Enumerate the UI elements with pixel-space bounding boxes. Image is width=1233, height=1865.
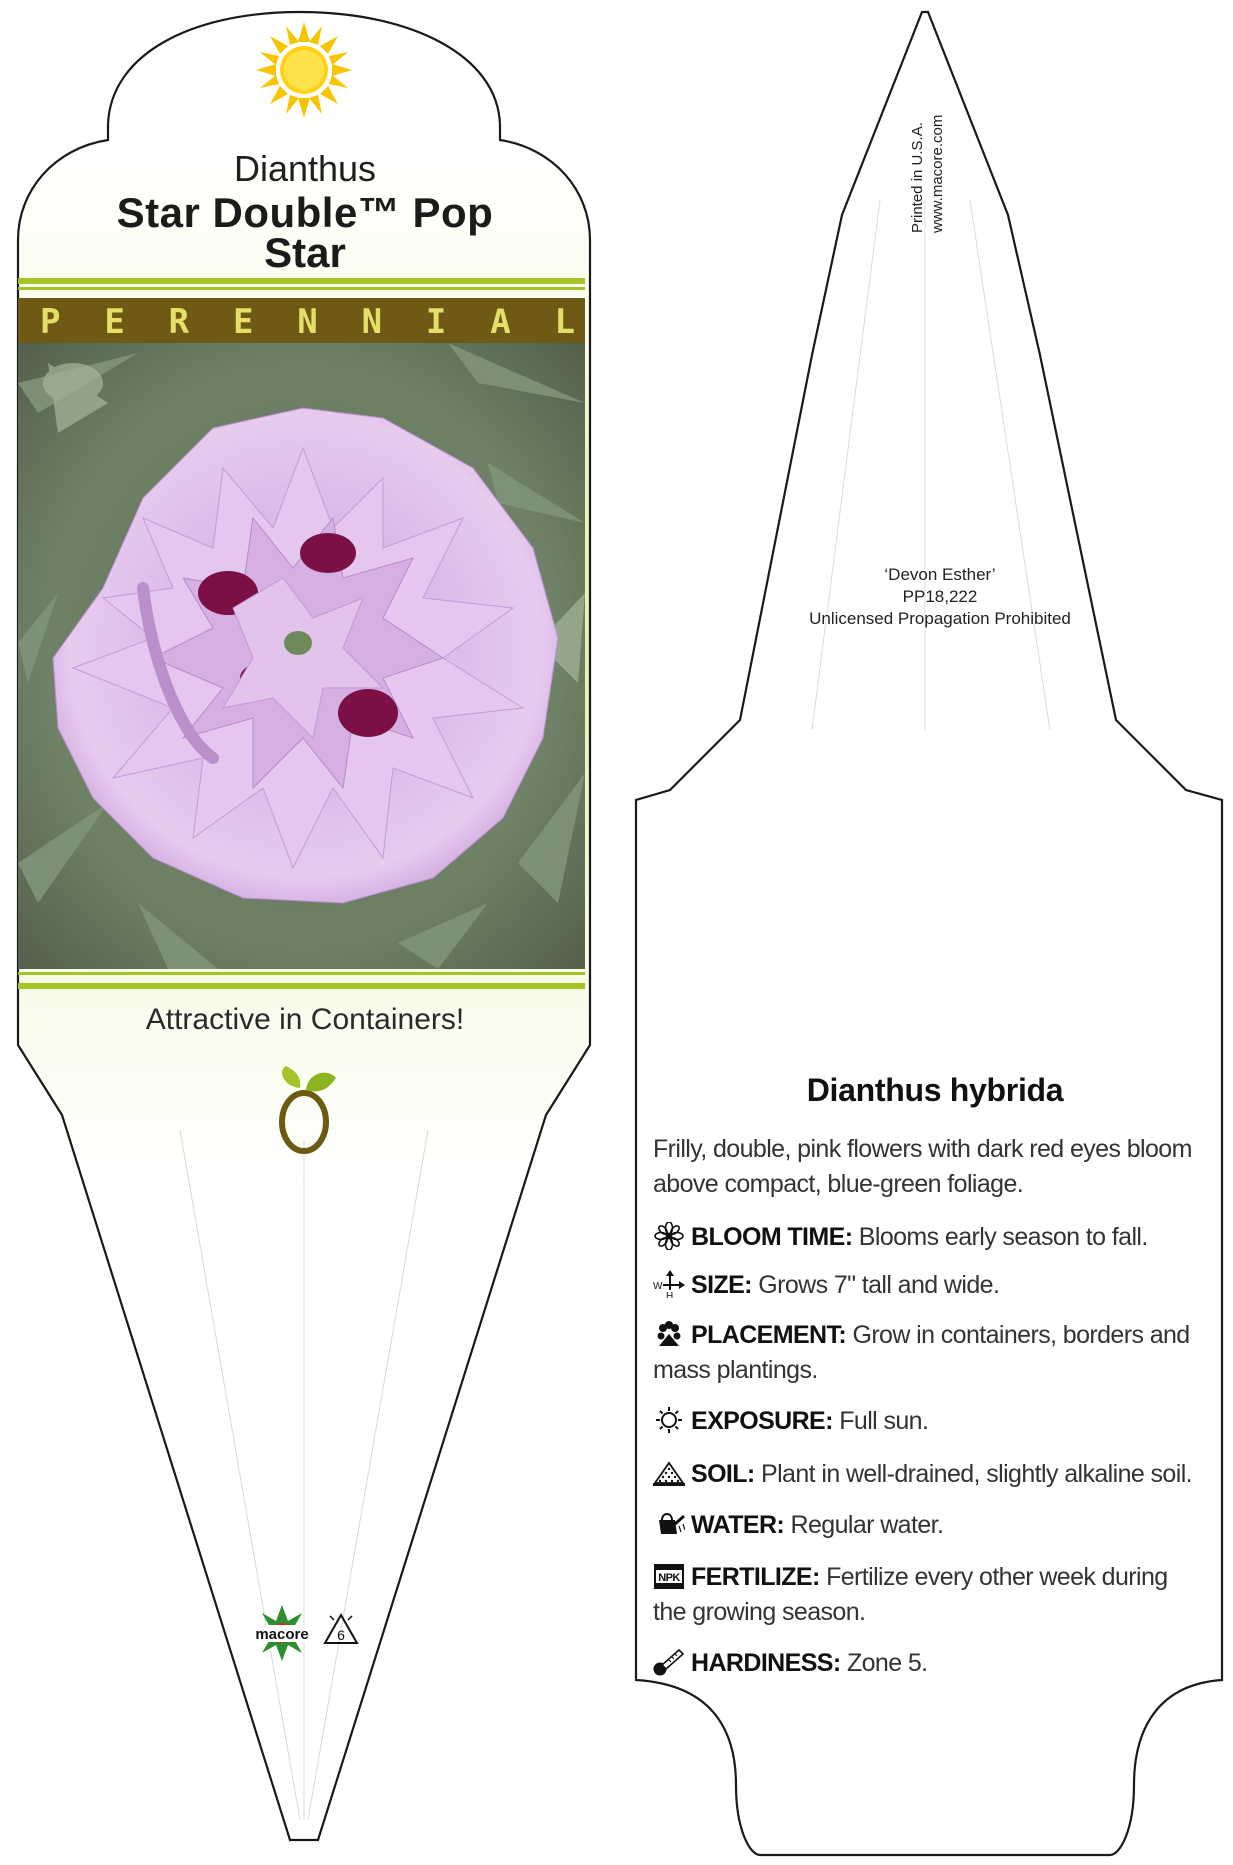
perennial-letter: N	[297, 302, 318, 342]
care-label: SOIL:	[691, 1460, 755, 1488]
thermometer-icon	[653, 1648, 685, 1676]
care-text: Grows 7" tall and wide.	[758, 1271, 1000, 1299]
watering-can-icon	[653, 1510, 685, 1538]
care-label: HARDINESS:	[691, 1649, 841, 1677]
sun-exposure-icon	[653, 1406, 685, 1434]
care-text: Blooms early season to fall.	[858, 1223, 1148, 1251]
flower-icon	[653, 1222, 685, 1250]
size-icon-h: H	[666, 1291, 673, 1298]
patent-number: PP18,222	[902, 587, 978, 606]
sun-icon	[256, 22, 352, 118]
care-label: WATER:	[691, 1511, 785, 1539]
perennial-letter: P	[40, 302, 61, 342]
plants-icon	[653, 1320, 685, 1348]
care-label: EXPOSURE:	[691, 1407, 833, 1435]
care-exposure	[653, 1404, 1193, 1439]
soil-icon	[653, 1459, 685, 1487]
macore-logo	[244, 1603, 320, 1663]
care-text: Plant in well-drained, slightly alkaline soil.	[761, 1460, 1192, 1488]
care-size	[653, 1268, 1193, 1303]
size-icon-w: W	[653, 1281, 662, 1292]
perennial-letter: I	[425, 302, 447, 342]
perennial-letter: E	[232, 302, 254, 342]
botanical-name: Dianthus hybrida	[806, 1072, 1064, 1108]
propagation-note: Unlicensed Propagation Prohibited	[809, 609, 1071, 628]
perennial-letter: L	[554, 302, 575, 342]
care-hardiness	[653, 1646, 1193, 1681]
care-text: Regular water.	[790, 1511, 944, 1539]
cultivar-name: ‘Devon Esther’	[884, 565, 996, 584]
printed-line2: www.macore.com	[929, 114, 946, 233]
care-text: Grow in containers, borders and mass plantings.	[653, 1321, 1190, 1384]
slogan: Attractive in Containers!	[145, 1003, 465, 1036]
printed-line1: Printed in U.S.A.	[909, 122, 926, 233]
macore-logo-text: macore	[255, 1626, 309, 1643]
npk-label: NPK	[658, 1572, 680, 1584]
care-label: BLOOM TIME:	[691, 1223, 853, 1251]
perennial-letter: A	[490, 302, 511, 342]
care-soil	[653, 1457, 1193, 1492]
perennial-letter: N	[361, 302, 383, 342]
care-label: PLACEMENT:	[691, 1321, 847, 1349]
care-bloom-time	[653, 1220, 1193, 1255]
care-water	[653, 1508, 1193, 1543]
care-fertilize	[653, 1560, 1193, 1630]
care-label: SIZE:	[691, 1271, 752, 1299]
care-label: FERTILIZE:	[691, 1563, 820, 1591]
npk-icon	[653, 1562, 685, 1590]
recycle-icon	[322, 1612, 360, 1648]
plant-variety-line1: Star Double™ Pop	[116, 189, 494, 236]
recycle-code: 6	[337, 1627, 345, 1643]
size-icon	[653, 1270, 685, 1298]
care-text: Zone 5.	[846, 1649, 928, 1677]
perennial-letter: R	[168, 302, 190, 342]
plant-genus: Dianthus	[233, 148, 377, 189]
perennial-letter: E	[104, 302, 125, 342]
care-text: Full sun.	[839, 1407, 929, 1435]
leaf-seed-icon	[272, 1066, 342, 1156]
description: Frilly, double, pink flowers with dark red eyes bloom above compact, blue-green foliage.	[653, 1135, 1192, 1198]
care-text: Fertilize every other week during the growing season.	[653, 1563, 1168, 1626]
plant-variety-line2: Star	[264, 229, 346, 276]
perennial-band	[18, 298, 585, 346]
flower-photo	[18, 343, 585, 969]
care-placement	[653, 1318, 1193, 1388]
printed-in-usa	[902, 88, 958, 238]
cultivar-block	[740, 564, 1140, 630]
